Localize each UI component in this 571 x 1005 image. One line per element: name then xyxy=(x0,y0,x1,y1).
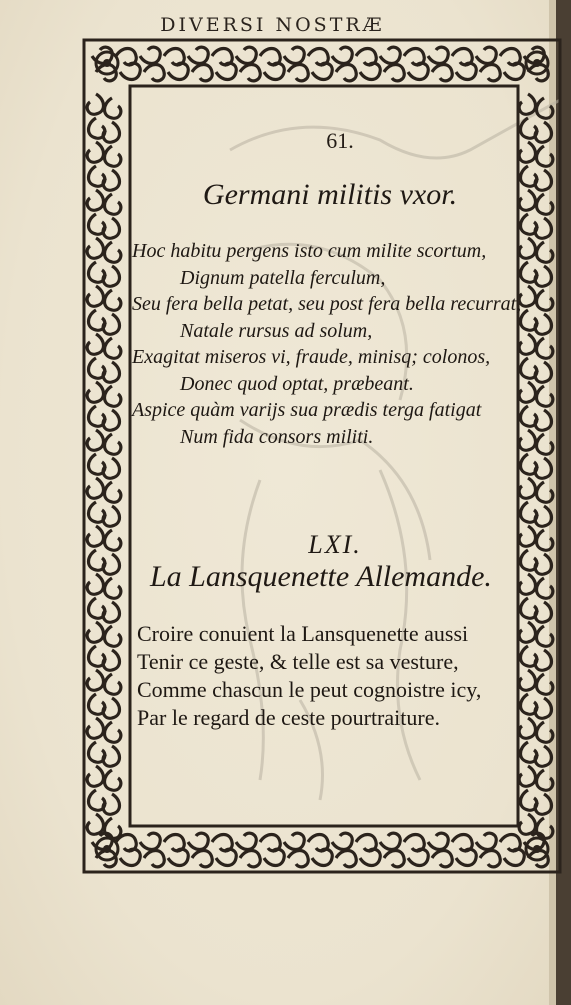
verse-line: Natale rursus ad solum, xyxy=(180,319,373,342)
latin-verse xyxy=(132,238,542,450)
page-number: 61. xyxy=(326,128,354,153)
verse-line: Par le regard de ceste pourtraiture. xyxy=(137,705,440,730)
french-verse xyxy=(137,620,547,732)
verse-line: Donec quod optat, præbeant. xyxy=(180,372,414,395)
verse-line: Aspice quàm varijs sua prædis terga fatigat xyxy=(132,399,482,421)
section-number: LXI. xyxy=(308,530,362,559)
running-head: DIVERSI NOSTRÆ xyxy=(160,14,385,36)
verse-line: Hoc habitu pergens isto cum milite scortum, xyxy=(132,240,487,262)
verse-line: Dignum patella ferculum, xyxy=(180,266,386,289)
latin-poem-title: Germani militis vxor. xyxy=(202,178,458,211)
verse-line: Seu fera bella petat, seu post fera bella recurrat, xyxy=(132,293,522,315)
verse-line: Num fida consors militi. xyxy=(180,425,374,448)
verse-line: Tenir ce geste, & telle est sa vesture, xyxy=(137,649,459,674)
verse-line: Croire conuient la Lansquenette aussi xyxy=(137,621,469,646)
french-section-title: La Lansquenette Allemande. xyxy=(150,560,492,593)
verse-line: Comme chascun le peut cognoistre icy, xyxy=(137,677,482,702)
verse-line: Exagitat miseros vi, fraude, minisq; colonos, xyxy=(132,346,491,368)
